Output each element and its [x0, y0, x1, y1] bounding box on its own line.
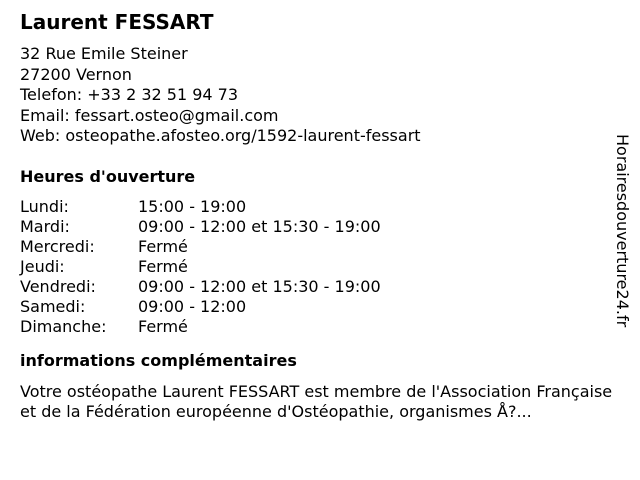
- day-label: Jeudi:: [20, 256, 65, 276]
- phone-number: Telefon: +33 2 32 51 94 73: [20, 85, 239, 104]
- day-label: Lundi:: [20, 196, 69, 216]
- day-label: Samedi:: [20, 296, 86, 316]
- business-name: Laurent FESSART: [20, 10, 214, 34]
- time-value: 09:00 - 12:00 et 15:30 - 19:00: [138, 276, 381, 296]
- day-label: Dimanche:: [20, 316, 107, 336]
- time-value: Fermé: [138, 236, 188, 256]
- site-watermark: Horairesdouverture24.fr: [613, 134, 632, 328]
- opening-hours-list: [20, 197, 620, 337]
- time-value: 15:00 - 19:00: [138, 196, 247, 216]
- hours-row-tuesday: [20, 217, 620, 237]
- additional-info-heading: informations complémentaires: [20, 350, 297, 370]
- time-value: 09:00 - 12:00: [138, 296, 247, 316]
- day-label: Mercredi:: [20, 236, 95, 256]
- opening-hours-heading: Heures d'ouverture: [20, 166, 196, 186]
- hours-row-monday: [20, 197, 620, 217]
- time-value: Fermé: [138, 256, 188, 276]
- hours-row-saturday: [20, 297, 620, 317]
- time-value: 09:00 - 12:00 et 15:30 - 19:00: [138, 216, 381, 236]
- business-card: [20, 0, 620, 422]
- hours-row-friday: [20, 277, 620, 297]
- address-city: 27200 Vernon: [20, 64, 132, 84]
- day-label: Vendredi:: [20, 276, 96, 296]
- contact-block: [20, 44, 620, 147]
- email-address: Email: fessart.osteo@gmail.com: [20, 105, 279, 125]
- hours-row-thursday: [20, 257, 620, 277]
- address-street: 32 Rue Emile Steiner: [20, 44, 188, 63]
- time-value: Fermé: [138, 316, 188, 336]
- hours-row-wednesday: [20, 237, 620, 257]
- hours-row-sunday: [20, 317, 620, 337]
- additional-info-text: Votre ostéopathe Laurent FESSART est membre de l'Association Française et de la Fédération européenne d'Ostéopathie, organismes Å?...: [20, 381, 613, 421]
- website-url: Web: osteopathe.afosteo.org/1592-laurent-fessart: [20, 126, 421, 145]
- day-label: Mardi:: [20, 216, 70, 236]
